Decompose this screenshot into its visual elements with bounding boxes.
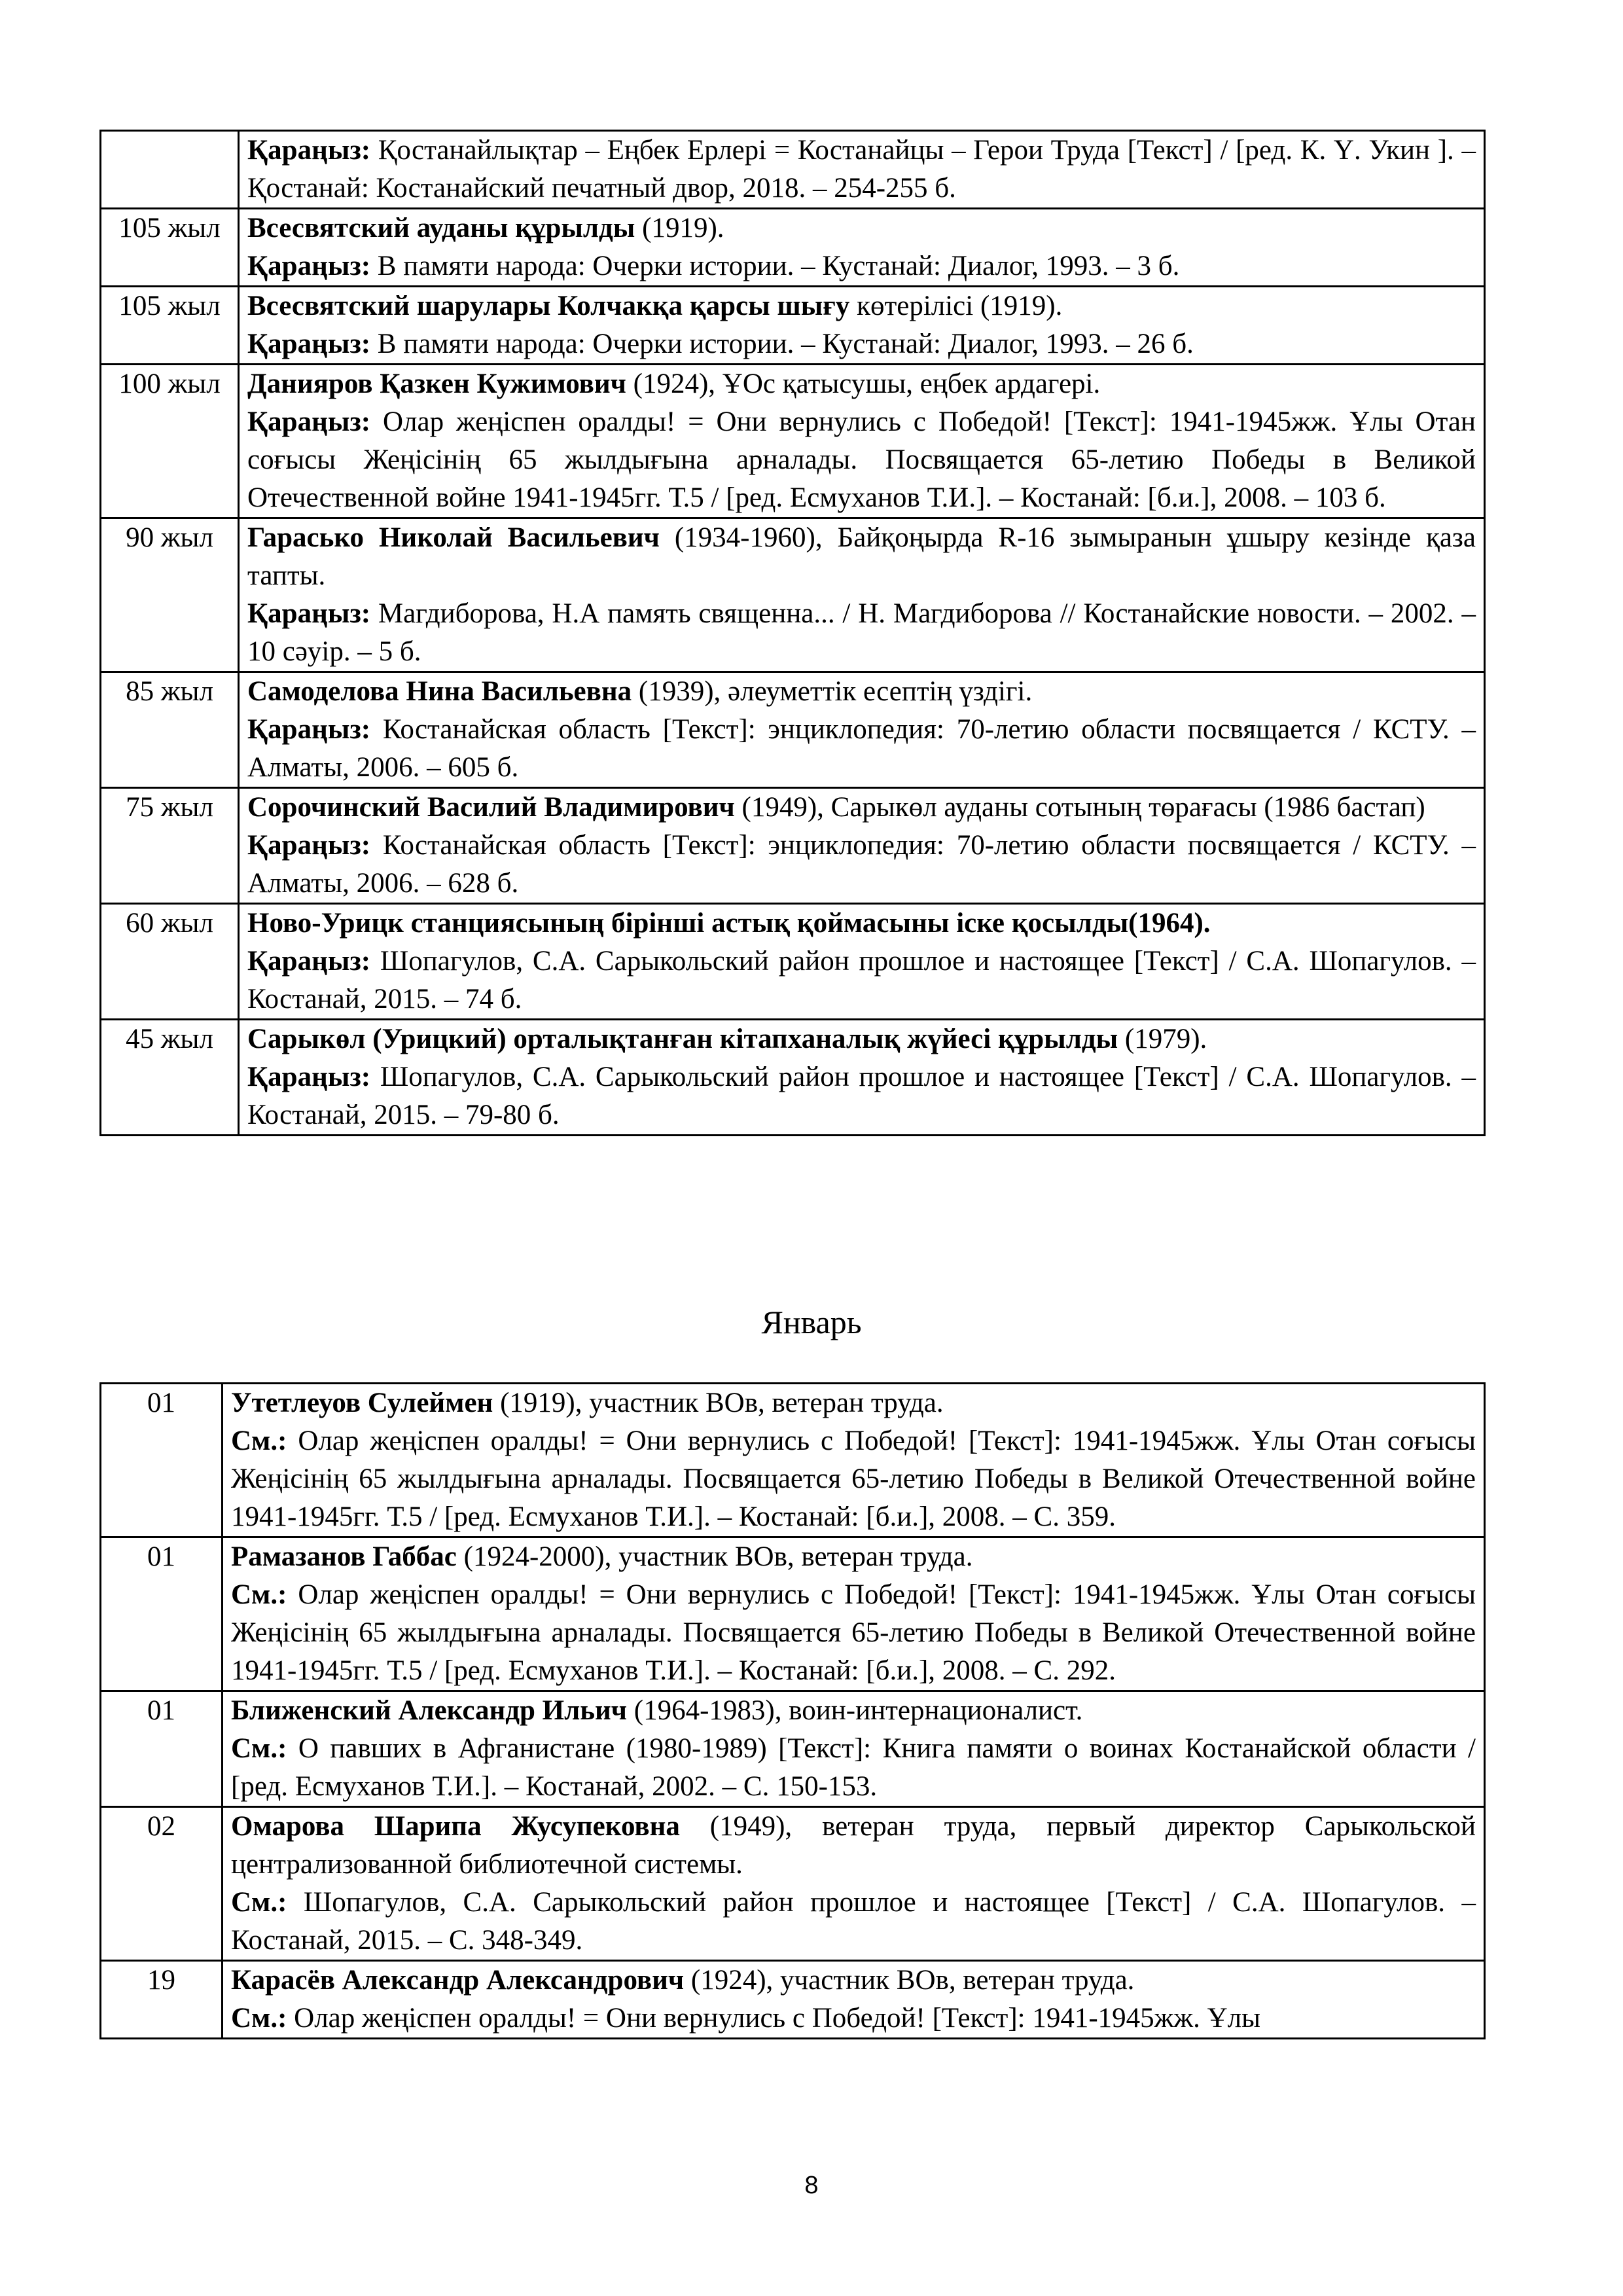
years-cell: 75 жыл [101, 788, 239, 904]
reference-text: Шопагулов, С.А. Сарыкольский район прошлое и настоящее [Текст] / С.А. Шопагулов. – Костанай, 2015. – С. 348-349. [231, 1887, 1476, 1956]
reference-text: Олар жеңіспен оралды! = Они вернулись с Победой! [Текст]: 1941-1945жж. Ұлы Отан соғысы Жеңісінің 65 жылдығына арналады. Посвящается 65-летию Победы в Великой Отечественной войне 1941-1945гг. Т.5 / [ред. Есмуханов Т.И.]. – Костанай: [б.и.], 2008. – С. 292. [231, 1579, 1476, 1686]
entry-info: (1924), участник ВОв, ветеран труда. [684, 1965, 1135, 1996]
day-cell: 02 [101, 1807, 223, 1961]
entry-info: (1924), ҰОс қатысушы, еңбек ардагері. [626, 368, 1101, 399]
entry-cell [223, 1537, 1485, 1691]
table-row [101, 904, 1485, 1020]
reference-text: Костанайская область [Текст]: энциклопедия: 70-летию области посвящается / КСТУ. – Алматы, 2006. – 628 б. [247, 830, 1476, 899]
entry-cell [239, 904, 1485, 1020]
years-cell: 85 жыл [101, 672, 239, 788]
entry-title: Карасёв Александр Александрович [231, 1965, 685, 1996]
table-row [101, 1384, 1485, 1537]
reference-label: Қараңыз: [247, 830, 371, 861]
table-row [101, 788, 1485, 904]
reference-label: Қараңыз: [247, 329, 371, 359]
entry-title: Данияров Қазкен Кужимович [247, 368, 626, 399]
entry-title: Всесвятский ауданы құрылды [247, 213, 635, 243]
years-cell: 60 жыл [101, 904, 239, 1020]
entry-cell [239, 672, 1485, 788]
day-cell: 01 [101, 1537, 223, 1691]
reference-text: Олар жеңіспен оралды! = Они вернулись с Победой! [Текст]: 1941-1945жж. Ұлы Отан соғысы Жеңісінің 65 жылдығына арналады. Посвящается 65-летию Победы в Великой Отечественной войне 1941-1945гг. Т.5 / [ред. Есмуханов Т.И.]. – Костанай: [б.и.], 2008. – С. 359. [231, 1426, 1476, 1532]
table-row [101, 209, 1485, 287]
entry-info: (1924-2000), участник ВОв, ветеран труда. [456, 1541, 973, 1572]
entry-cell [239, 209, 1485, 287]
entry-title: Самоделова Нина Васильевна [247, 676, 632, 707]
page-number: 8 [804, 2172, 819, 2199]
reference-text: Қостанайлықтар – Еңбек Ерлері = Костанайцы – Герои Труда [Текст] / [ред. К. Ү. Укин ]. – Қостанай: Костанайский печатный двор, 2018. – 254-255 б. [247, 135, 1476, 204]
anniversary-table [99, 130, 1486, 1136]
entry-title: Рамазанов Габбас [231, 1541, 457, 1572]
reference-label: Қараңыз: [247, 598, 371, 629]
reference-label: Қараңыз: [247, 406, 371, 437]
entry-title: Утетлеуов Сулеймен [231, 1388, 493, 1418]
table-row [101, 1691, 1485, 1807]
reference-text: Шопагулов, С.А. Сарыкольский район прошлое и настоящее [Текст] / С.А. Шопагулов. – Костанай, 2015. – 79-80 б. [247, 1062, 1476, 1130]
entry-info: (1949), ветеран труда, первый директор Сарыкольской централизованной библиотечной системы. [231, 1811, 1476, 1880]
entry-cell [223, 1961, 1485, 2039]
years-cell: 45 жыл [101, 1020, 239, 1136]
entry-title: Ближенский Александр Ильич [231, 1695, 628, 1726]
entry-cell [239, 518, 1485, 672]
reference-text: В памяти народа: Очерки истории. – Кустанай: Диалог, 1993. – 3 б. [370, 251, 1180, 281]
table-row [101, 518, 1485, 672]
entry-info: (1939), әлеуметтік есептің үздігі. [632, 676, 1033, 707]
entry-cell [223, 1807, 1485, 1961]
reference-label: Қараңыз: [247, 714, 371, 745]
entry-title: Омарова Шарипа Жусупековна [231, 1811, 680, 1842]
table-row [101, 1807, 1485, 1961]
entry-info: көтерілісі (1919). [849, 291, 1063, 321]
january-table [99, 1382, 1486, 2039]
table-row [101, 1020, 1485, 1136]
day-cell: 01 [101, 1691, 223, 1807]
table-row [101, 1537, 1485, 1691]
reference-label: Қараңыз: [247, 251, 371, 281]
entry-title: Сорочинский Василий Владимирович [247, 792, 735, 823]
entry-info: (1934-1960), Байқоңырда R-16 зымыранын ұшыру кезінде қаза тапты. [247, 522, 1476, 591]
reference-text: Олар жеңіспен оралды! = Они вернулись с Победой! [Текст]: 1941-1945жж. Ұлы [287, 2003, 1260, 2034]
day-cell: 01 [101, 1384, 223, 1537]
years-cell: 90 жыл [101, 518, 239, 672]
month-heading: Январь [761, 1304, 862, 1340]
entry-cell [239, 287, 1485, 365]
table-row [101, 672, 1485, 788]
reference-label: См.: [231, 2003, 287, 2034]
reference-label: Қараңыз: [247, 946, 371, 977]
reference-label: См.: [231, 1426, 287, 1456]
reference-label: См.: [231, 1887, 287, 1918]
entry-info: (1919), участник ВОв, ветеран труда. [493, 1388, 944, 1418]
entry-info: (1919). [635, 213, 724, 243]
table-row [101, 365, 1485, 518]
reference-label: Қараңыз: [247, 135, 371, 166]
table-row [101, 287, 1485, 365]
reference-text: Олар жеңіспен оралды! = Они вернулись с Победой! [Текст]: 1941-1945жж. Ұлы Отан соғысы Жеңісінің 65 жылдығына арналады. Посвящается 65-летию Победы в Великой Отечественной войне 1941-1945гг. Т.5 / [ред. Есмуханов Т.И.]. – Костанай: [б.и.], 2008. – 103 б. [247, 406, 1476, 513]
entry-title: Всесвятский шарулары Колчакқа қарсы шығу [247, 291, 850, 321]
reference-label: См.: [231, 1579, 287, 1610]
years-cell: 100 жыл [101, 365, 239, 518]
entry-info: (1964-1983), воин-интернационалист. [627, 1695, 1083, 1726]
entry-title: Гарасько Николай Васильевич [247, 522, 660, 553]
entry-info: (1949), Сарыкөл ауданы сотының төрағасы (1986 бастап) [734, 792, 1425, 823]
reference-text: Шопагулов, С.А. Сарыкольский район прошлое и настоящее [Текст] / С.А. Шопагулов. – Костанай, 2015. – 74 б. [247, 946, 1476, 1014]
reference-label: Қараңыз: [247, 1062, 371, 1092]
reference-label: См.: [231, 1733, 287, 1764]
entry-cell [239, 1020, 1485, 1136]
day-cell: 19 [101, 1961, 223, 2039]
years-cell [101, 131, 239, 209]
entry-title: Ново-Урицк станциясының бірінші астық қоймасыны іске қосылды(1964). [247, 908, 1211, 939]
entry-cell [239, 365, 1485, 518]
table-row [101, 1961, 1485, 2039]
entry-cell [239, 788, 1485, 904]
years-cell: 105 жыл [101, 287, 239, 365]
entry-title: Сарыкөл (Урицкий) орталықтанған кітапханалық жүйесі құрылды [247, 1024, 1118, 1054]
table-row [101, 131, 1485, 209]
entry-cell [223, 1384, 1485, 1537]
reference-text: Магдиборова, Н.А память священна... / Н. Магдиборова // Костанайские новости. – 2002. – 10 сәуір. – 5 б. [247, 598, 1476, 667]
reference-text: В памяти народа: Очерки истории. – Кустанай: Диалог, 1993. – 26 б. [370, 329, 1194, 359]
reference-text: Костанайская область [Текст]: энциклопедия: 70-летию области посвящается / КСТУ. – Алматы, 2006. – 605 б. [247, 714, 1476, 783]
entry-info: (1979). [1118, 1024, 1207, 1054]
reference-text: О павших в Афганистане (1980-1989) [Текст]: Книга памяти о воинах Костанайской области / [ред. Есмуханов Т.И.]. – Костанай, 2002. – С. 150-153. [231, 1733, 1476, 1802]
years-cell: 105 жыл [101, 209, 239, 287]
entry-cell [239, 131, 1485, 209]
entry-cell [223, 1691, 1485, 1807]
